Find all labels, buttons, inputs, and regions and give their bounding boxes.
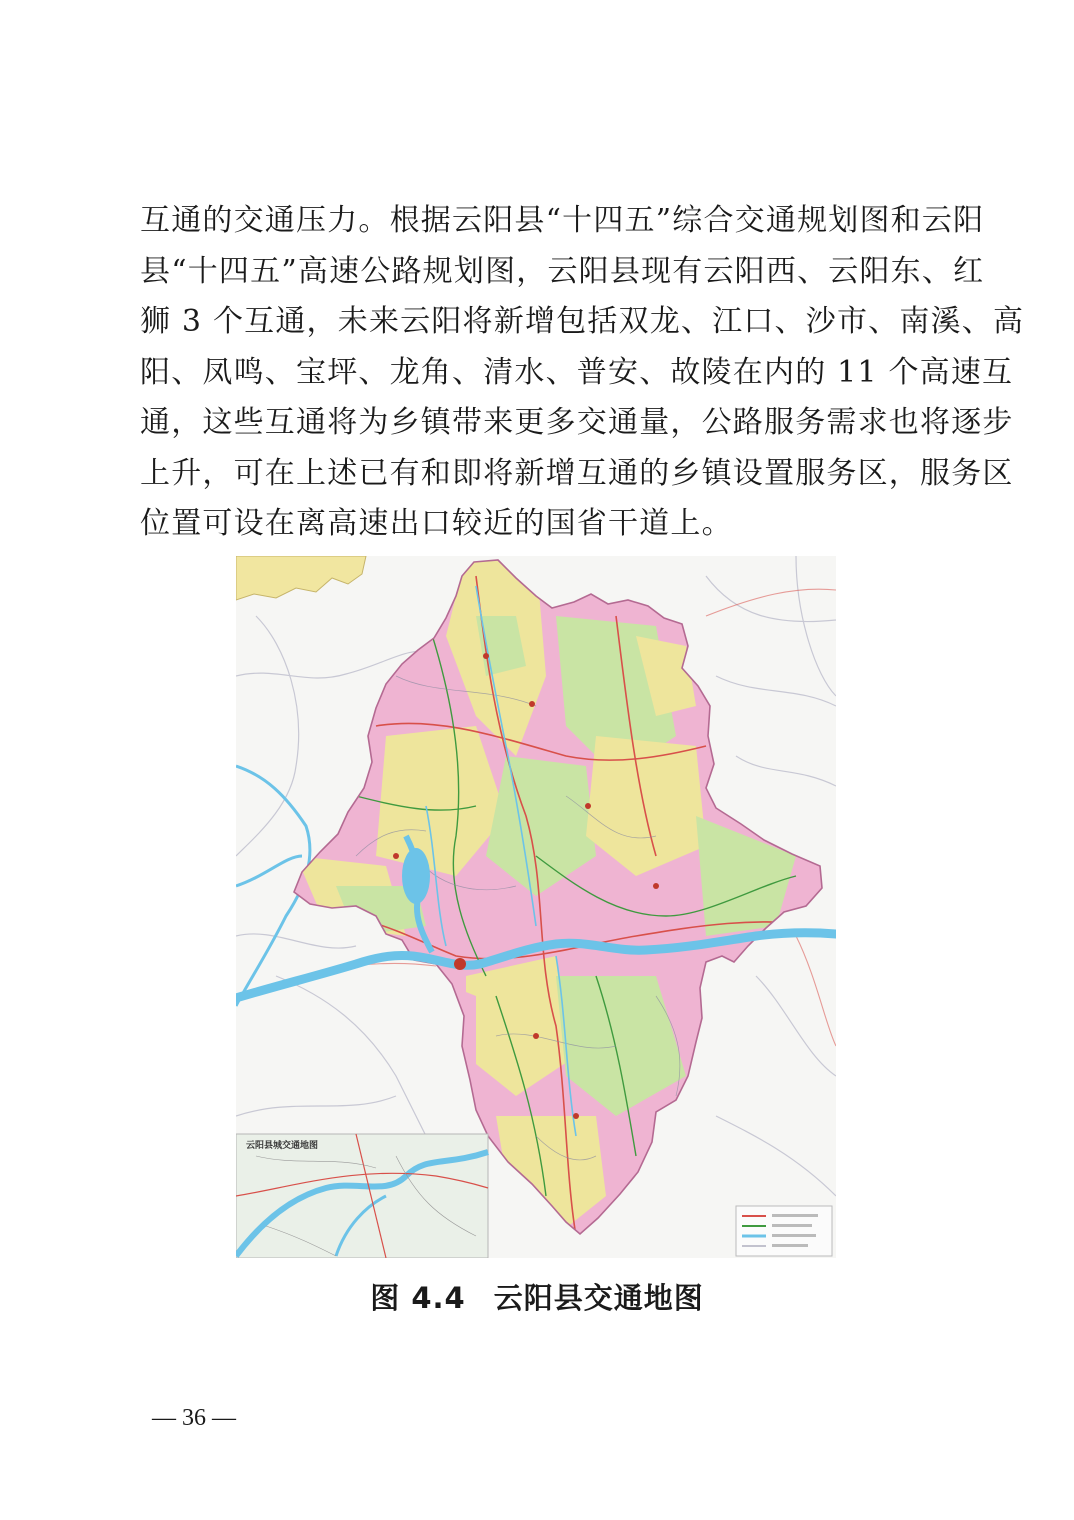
map-legend xyxy=(736,1206,832,1256)
text-line: 狮 3 个互通，未来云阳将新增包括双龙、江口、沙市、南溪、高 xyxy=(140,304,1025,339)
text-line: 通，这些互通将为乡镇带来更多交通量，公路服务需求也将逐步 xyxy=(140,405,1014,440)
inset-map xyxy=(236,1134,488,1258)
text-line: 位置可设在离高速出口较近的国省干道上。 xyxy=(140,506,733,541)
map-graphic xyxy=(236,556,836,1258)
text-line: 上升，可在上述已有和即将新增互通的乡镇设置服务区，服务区 xyxy=(140,455,1014,491)
caption-number: 图 4.4 xyxy=(370,1281,466,1315)
figure-caption xyxy=(0,1276,1074,1317)
text-line: 阳、凤鸣、宝坪、龙角、清水、普安、故陵在内的 11 个高速互 xyxy=(140,354,1014,390)
body-paragraph xyxy=(140,196,1025,550)
caption-title: 云阳县交通地图 xyxy=(493,1281,704,1315)
county-traffic-map xyxy=(236,556,836,1258)
inset-title: 云阳县城交通地图 xyxy=(246,1141,319,1151)
page-number: — 36 — xyxy=(152,1405,236,1431)
text-line: 互通的交通压力。根据云阳县“十四五”综合交通规划图和云阳 xyxy=(140,203,985,238)
reservoir xyxy=(402,848,430,904)
text-line: 县“十四五”高速公路规划图，云阳县现有云阳西、云阳东、红 xyxy=(140,253,985,289)
